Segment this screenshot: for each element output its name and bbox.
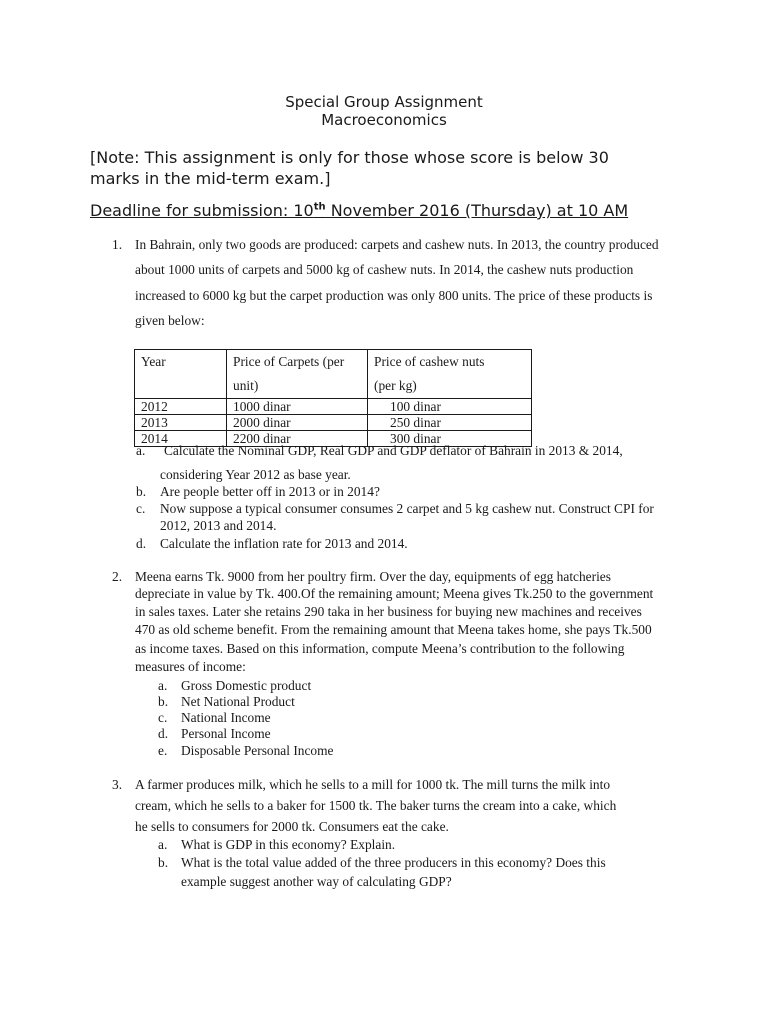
q1-part-c-line-2: 2012, 2013 and 2014.: [160, 518, 277, 533]
q1-part-a-line-1: Calculate the Nominal GDP, Real GDP and GDP deflator of Bahrain in 2013 & 2014,: [164, 443, 623, 458]
q1-line-2: about 1000 units of carpets and 5000 kg of cashew nuts. In 2014, the cashew nuts production: [135, 262, 634, 277]
q3-part-a-label: a.: [158, 837, 168, 852]
header-year: Year: [135, 350, 227, 399]
note-line-1: [Note: This assignment is only for those whose score is below 30: [90, 148, 609, 167]
q1-line-3: increased to 6000 kg but the carpet production was only 800 units. The price of these products is: [135, 288, 653, 303]
q2-part-e-text: Disposable Personal Income: [181, 743, 334, 758]
q2-part-e-label: e.: [158, 743, 168, 758]
price-table: [134, 349, 532, 447]
q1-part-a-label: a.: [136, 443, 146, 458]
q2-part-a-text: Gross Domestic product: [181, 678, 312, 693]
deadline-prefix: Deadline for submission: 10: [90, 201, 314, 220]
q1-part-d-label: d.: [136, 536, 147, 551]
q2-number: 2.: [112, 569, 123, 584]
q2-line-2: depreciate in value by Tk. 400.Of the remaining amount; Meena gives Tk.250 to the government: [135, 586, 654, 601]
q2-part-b-label: b.: [158, 694, 169, 709]
table-row: [135, 399, 532, 415]
q1-number: 1.: [112, 237, 123, 252]
q3-line-2: cream, which he sells to a baker for 1500 tk. The baker turns the cream into a cake, which: [135, 798, 617, 813]
q2-part-d-label: d.: [158, 726, 169, 741]
q2-part-d-text: Personal Income: [181, 726, 271, 741]
q1-part-c-line-1: Now suppose a typical consumer consumes 2 carpet and 5 kg cashew nut. Construct CPI for: [160, 501, 654, 516]
q1-line-4: given below:: [135, 313, 205, 328]
cell-cashew: 100 dinar: [368, 399, 532, 415]
table-row: [135, 415, 532, 431]
course-subtitle: Macroeconomics: [321, 111, 447, 129]
q1-part-b-label: b.: [136, 484, 147, 499]
deadline-suffix: November 2016 (Thursday) at 10 AM: [325, 201, 629, 220]
q1-part-d-line-1: Calculate the inflation rate for 2013 and 2014.: [160, 536, 408, 551]
q3-part-b-label: b.: [158, 855, 169, 870]
q2-part-c-label: c.: [158, 710, 168, 725]
q1-part-a-line-2: considering Year 2012 as base year.: [160, 467, 351, 482]
note-line-2: marks in the mid-term exam.]: [90, 169, 331, 188]
q3-part-b-line-2: example suggest another way of calculating GDP?: [181, 874, 452, 889]
cell-cashew: 250 dinar: [368, 415, 532, 431]
deadline-line: [90, 201, 628, 220]
q2-line-5: as income taxes. Based on this information, compute Meena’s contribution to the following: [135, 641, 625, 656]
deadline-sup: th: [313, 201, 326, 213]
q2-part-b-text: Net National Product: [181, 694, 295, 709]
cell-carpet: 1000 dinar: [227, 399, 368, 415]
cell-carpet: 2200 dinar: [227, 431, 368, 447]
q2-line-6: measures of income:: [135, 659, 246, 674]
q1-part-b-line-1: Are people better off in 2013 or in 2014?: [160, 484, 380, 499]
q3-line-3: he sells to consumers for 2000 tk. Consumers eat the cake.: [135, 819, 449, 834]
q3-line-1: A farmer produces milk, which he sells to a mill for 1000 tk. The mill turns the milk into: [135, 777, 611, 792]
cell-year: 2012: [135, 399, 227, 415]
q2-part-a-label: a.: [158, 678, 168, 693]
q3-number: 3.: [112, 777, 123, 792]
table-header-row: [135, 350, 532, 399]
q3-part-b-line-1: What is the total value added of the three producers in this economy? Does this: [181, 855, 606, 870]
header-carpet-price: Price of Carpets (per unit): [227, 350, 368, 399]
cell-carpet: 2000 dinar: [227, 415, 368, 431]
assignment-title: Special Group Assignment: [285, 93, 483, 111]
q2-line-4: 470 as old scheme benefit. From the remaining amount that Meena takes home, she pays Tk.500: [135, 622, 652, 637]
header-cashew-price: Price of cashew nuts (per kg): [368, 350, 532, 399]
cell-year: 2013: [135, 415, 227, 431]
q1-line-1: In Bahrain, only two goods are produced: carpets and cashew nuts. In 2013, the country produced: [135, 237, 659, 252]
q3-part-a-line-1: What is GDP in this economy? Explain.: [181, 837, 396, 852]
cell-year: 2014: [135, 431, 227, 447]
q2-line-1: Meena earns Tk. 9000 from her poultry firm. Over the day, equipments of egg hatcheries: [135, 569, 611, 584]
cell-cashew: 300 dinar: [368, 431, 532, 447]
q2-part-c-text: National Income: [181, 710, 271, 725]
q1-part-c-label: c.: [136, 501, 146, 516]
q2-line-3: in sales taxes. Later she retains 290 taka in her business for buying new machines and receives: [135, 604, 642, 619]
